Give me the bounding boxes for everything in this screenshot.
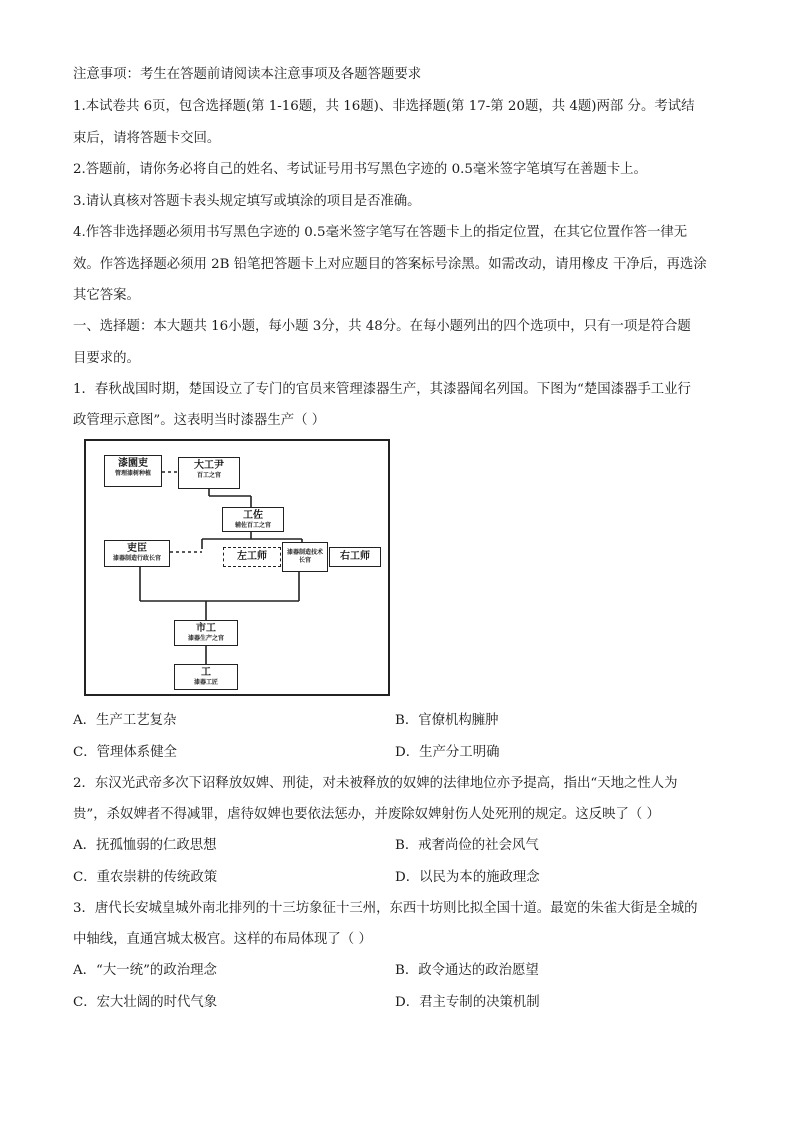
- q1-option-b[interactable]: B．官僚机构臃肿: [395, 713, 499, 728]
- box-title: 左工师: [237, 551, 267, 562]
- box-title: 漆園吏: [118, 458, 148, 469]
- craftsmen-box: [174, 664, 238, 690]
- notice-item-2: 2.答题前，请你务必将自己的姓名、考试证号用书写黑色字迹的 0.5毫米签字笔填写在善题卡上。: [73, 162, 647, 177]
- box-subtitle: 百工之官: [196, 472, 221, 479]
- notice-item-1: 1.本试卷共 6页，包含选择题(第 1-16题，共 16题)、非选择题(第 17-第 20题，共 4题)两部 分。考试结: [73, 99, 695, 114]
- q1-option-a[interactable]: A．生产工艺复杂: [73, 713, 177, 728]
- works-assistant-box: [222, 507, 284, 532]
- q3-option-a[interactable]: A．“大一统”的政治理念: [73, 963, 217, 978]
- lacquer-admin-diagram: [84, 439, 390, 696]
- chief-of-works-box: [178, 457, 240, 489]
- notice-title: 注意事项：考生在答题前请阅读本注意事项及各题答题要求: [73, 67, 422, 82]
- box-title: 市工: [196, 623, 216, 634]
- notice-item-3: 3.请认真核对答题卡表头规定填写或填涂的项目是否准确。: [73, 194, 421, 209]
- q2-option-a[interactable]: A．抚孤恤弱的仁政思想: [73, 838, 217, 853]
- section-heading-cont: 目要求的。: [73, 351, 140, 366]
- question-2-stem-cont: 贵”，杀奴婢者不得减罪，虐待奴婢也要依法惩办，并废除奴婢射伤人处死刑的规定。这反映了（ ）: [73, 807, 660, 822]
- box-title: 工: [201, 667, 211, 678]
- right-craftmaster-box: [329, 547, 381, 567]
- question-1-stem: 1．春秋战国时期，楚国设立了专门的官员来管理漆器生产，其漆器闻名列国。下图为“楚国漆器手工业行: [73, 382, 691, 397]
- q2-option-b[interactable]: B．戒奢尚俭的社会风气: [395, 838, 539, 853]
- box-subtitle: 漆器制造技术长官: [286, 549, 323, 564]
- question-1-stem-cont: 政管理示意图”。这表明当时漆器生产（ ）: [73, 413, 326, 428]
- box-title: 工佐: [243, 510, 263, 521]
- q2-option-c[interactable]: C．重农崇耕的传统政策: [73, 870, 218, 885]
- box-subtitle: 漆器工匠: [193, 679, 218, 686]
- technical-official-box: [282, 542, 328, 572]
- section-heading: 一、选择题：本大题共 16小题，每小题 3分，共 48分。在每小题列出的四个选项中，只有一项是符合题: [73, 319, 691, 334]
- q3-option-c[interactable]: C．宏大壮阔的时代气象: [73, 995, 218, 1010]
- q1-option-c[interactable]: C．管理体系健全: [73, 745, 177, 760]
- market-works-box: [174, 620, 238, 646]
- administrative-official-box: [104, 540, 170, 567]
- box-subtitle: 辅佐百工之官: [234, 522, 271, 529]
- question-3-stem: 3．唐代长安城皇城外南北排列的十三坊象征十三州，东西十坊则比拟全国十道。最宽的朱雀大街是全城的: [73, 901, 698, 916]
- box-title: 右工师: [340, 551, 370, 562]
- notice-item-4-cont2: 其它答案。: [73, 288, 140, 303]
- box-title: 大工尹: [194, 460, 224, 471]
- left-craftmaster-box: [223, 547, 281, 567]
- notice-item-1-cont: 束后，请将答题卡交回。: [73, 131, 221, 146]
- q2-option-d[interactable]: D．以民为本的施政理念: [395, 870, 540, 885]
- box-title: 吏臣: [127, 543, 147, 554]
- box-subtitle: 漆器制造行政长官: [112, 555, 161, 562]
- notice-item-4-cont1: 效。作答选择题必须用 2B 铅笔把答题卡上对应题目的答案标号涂黑。如需改动，请用橡皮 干净后，再选涂: [73, 257, 707, 272]
- question-2-stem: 2．东汉光武帝多次下诏释放奴婢、刑徒，对未被释放的奴婢的法律地位亦予提高，指出“天地之性人为: [73, 776, 678, 791]
- q1-option-d[interactable]: D．生产分工明确: [395, 745, 500, 760]
- box-subtitle: 管理漆树种植: [114, 470, 151, 477]
- box-subtitle: 漆器生产之官: [187, 635, 224, 642]
- question-3-stem-cont: 中轴线，直通宫城太极宫。这样的布局体现了（ ）: [73, 932, 372, 947]
- q3-option-b[interactable]: B．政令通达的政治愿望: [395, 963, 539, 978]
- notice-item-4: 4.作答非选择题必须用书写黑色字迹的 0.5毫米签字笔写在答题卡上的指定位置，在其它位置作答一律无: [73, 225, 688, 240]
- q3-option-d[interactable]: D．君主专制的决策机制: [395, 995, 540, 1010]
- lacquer-garden-officer-box: [104, 455, 162, 487]
